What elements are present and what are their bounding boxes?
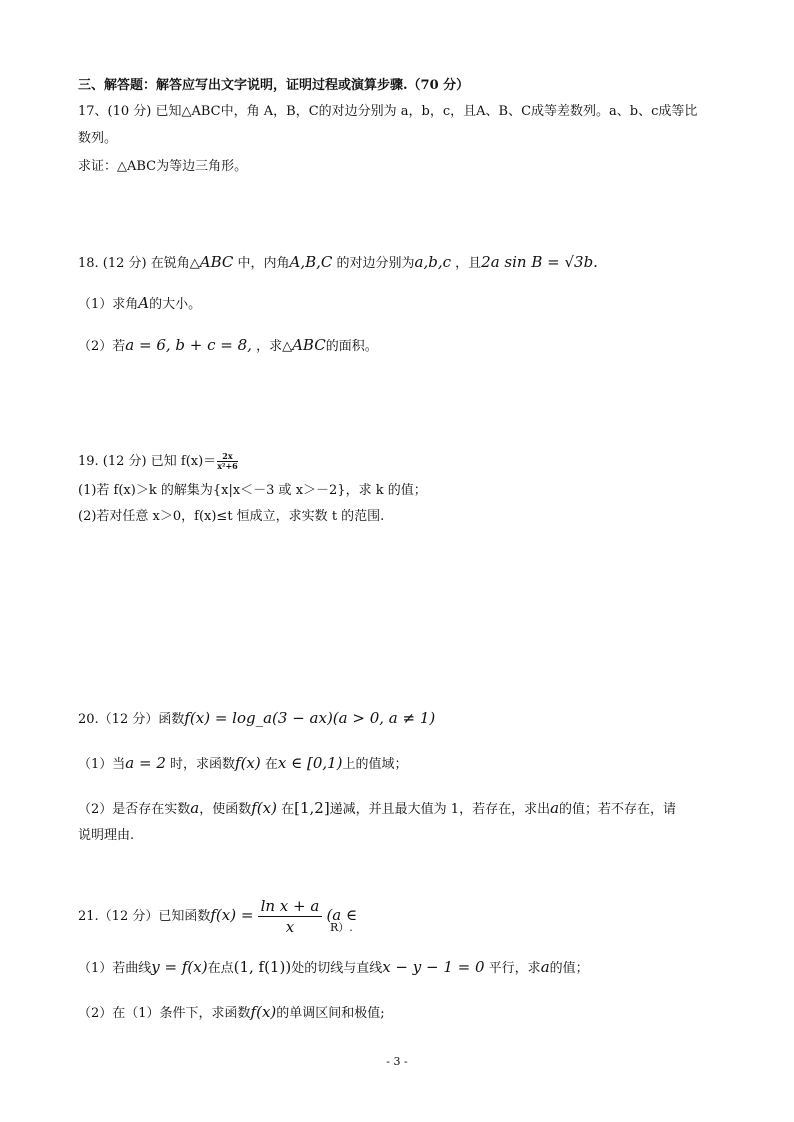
q21-p1-suffix: 的值； [549, 961, 589, 976]
q18-p2-mid: ，求△ [251, 339, 293, 354]
q19-fraction [217, 452, 238, 471]
q17-line1: 17、(10 分) 已知△ABC中，角 A，B，C的对边分别为 a，b，c，且A、B、C成等差数列。a、b、c成等比 [78, 104, 698, 119]
q20-part2 [78, 798, 676, 820]
q21-p1-prefix: （1）若曲线 [78, 961, 152, 976]
q21-math-lhs: f(x) = [210, 906, 254, 924]
q21-frac-den: x [285, 918, 295, 936]
q21-domain: R）. [330, 921, 353, 934]
q18-part2 [78, 335, 378, 357]
q20-p2-suffix: 的值；若不存在，请 [559, 802, 677, 817]
q18-mid2: 的对边分别为 [332, 256, 415, 271]
q19-part1: (1)若 f(x)＞k 的解集为{x|x＜－3 或 x＞－2}，求 k 的值； [78, 483, 427, 498]
q18-p2-suffix: 的面积。 [325, 339, 378, 354]
q21-prefix: 21.（12 分）已知函数 [78, 909, 211, 924]
q20-p2-mid1: ，使函数 [199, 802, 252, 817]
q19-prefix: 19. (12 分) 已知 f(x)＝ [78, 454, 217, 469]
q21-part2 [78, 1002, 385, 1024]
q19-frac-den: x²+6 [217, 461, 238, 471]
q20-p2-mid2: 在 [276, 802, 295, 817]
q18-sides-math: a,b,c [414, 253, 452, 271]
q18-p2-var: ABC [292, 336, 326, 354]
q20-stem [78, 708, 435, 730]
q19-frac-num: 2x [217, 452, 238, 462]
q21-p1-mid3: 平行，求 [484, 961, 541, 976]
q18-angles-math: A,B,C [289, 253, 333, 271]
q17-line2: 数列。 [78, 131, 118, 146]
q20-part1 [78, 753, 408, 775]
q20-part2-line2: 说明理由. [78, 828, 135, 843]
q18-p1-suffix: 的大小。 [149, 297, 202, 312]
q21-p2-suffix: 的单调区间和极值; [276, 1006, 385, 1021]
q19-stem [78, 452, 238, 472]
q17-line3: 求证：△ABC为等边三角形。 [78, 159, 248, 174]
q19-part2: (2)若对任意 x＞0，f(x)≤t 恒成立，求实数 t 的范围. [78, 509, 385, 524]
q18-condition-math: 2a sin B = √3b. [481, 253, 598, 271]
q18-prefix: 18. (12 分) 在锐角△ [78, 256, 200, 271]
page-number: - 3 - [386, 1055, 408, 1068]
q21-p1-math1: y = f(x) [151, 958, 208, 976]
q18-p2-math: a = 6, b + c = 8, [125, 336, 252, 354]
q21-frac-num: ln x + a [258, 896, 323, 917]
q20-p1-math2: f(x) [235, 754, 261, 772]
q20-function-math: f(x) = log_a(3 − ax)(a > 0, a ≠ 1) [184, 709, 436, 727]
q20-p1-prefix: （1）当 [78, 757, 126, 772]
q21-p1-var: a [540, 958, 550, 976]
q20-p2-var2: a [550, 799, 560, 817]
q18-mid1: 中，内角 [233, 256, 290, 271]
q20-p1-math3: x ∈ [0,1) [277, 754, 343, 772]
q18-part1 [78, 293, 201, 315]
q21-part1 [78, 957, 589, 979]
q18-triangle-math: ABC [199, 253, 234, 271]
q20-p2-mid3: 递减，并且最大值为 1，若存在，求出 [329, 802, 551, 817]
q21-stem [78, 895, 357, 937]
q18-mid3: ，且 [451, 256, 482, 271]
q21-math-rhs: (a ∈ [326, 906, 358, 924]
q18-stem [78, 252, 598, 274]
q20-p2-var: a [190, 799, 200, 817]
q21-p1-mid1: 在点 [207, 961, 234, 976]
q21-fraction [258, 896, 323, 937]
q21-p1-math3: x − y − 1 = 0 [382, 958, 485, 976]
q20-p1-math1: a = 2 [125, 754, 166, 772]
q21-p2-prefix: （2）在（1）条件下，求函数 [78, 1006, 251, 1021]
q20-p1-suffix: 上的值域； [342, 757, 408, 772]
q21-p2-math: f(x) [250, 1003, 277, 1021]
q20-p2-prefix: （2）是否存在实数 [78, 802, 191, 817]
q20-p2-interval: [1,2] [294, 799, 330, 817]
q20-prefix: 20.（12 分）函数 [78, 712, 185, 727]
q18-p1-prefix: （1）求角 [78, 297, 139, 312]
q20-p2-math: f(x) [251, 799, 277, 817]
q20-p1-mid1: 时，求函数 [165, 757, 236, 772]
section-title: 三、解答题：解答应写出文字说明，证明过程或演算步骤.（70 分） [78, 78, 470, 93]
q18-p1-var: A [138, 294, 150, 312]
q20-p1-mid2: 在 [260, 757, 278, 772]
q21-p1-math2: (1, f(1)) [233, 958, 292, 976]
q21-p1-mid2: 处的切线与直线 [291, 961, 383, 976]
q18-p2-prefix: （2）若 [78, 339, 126, 354]
